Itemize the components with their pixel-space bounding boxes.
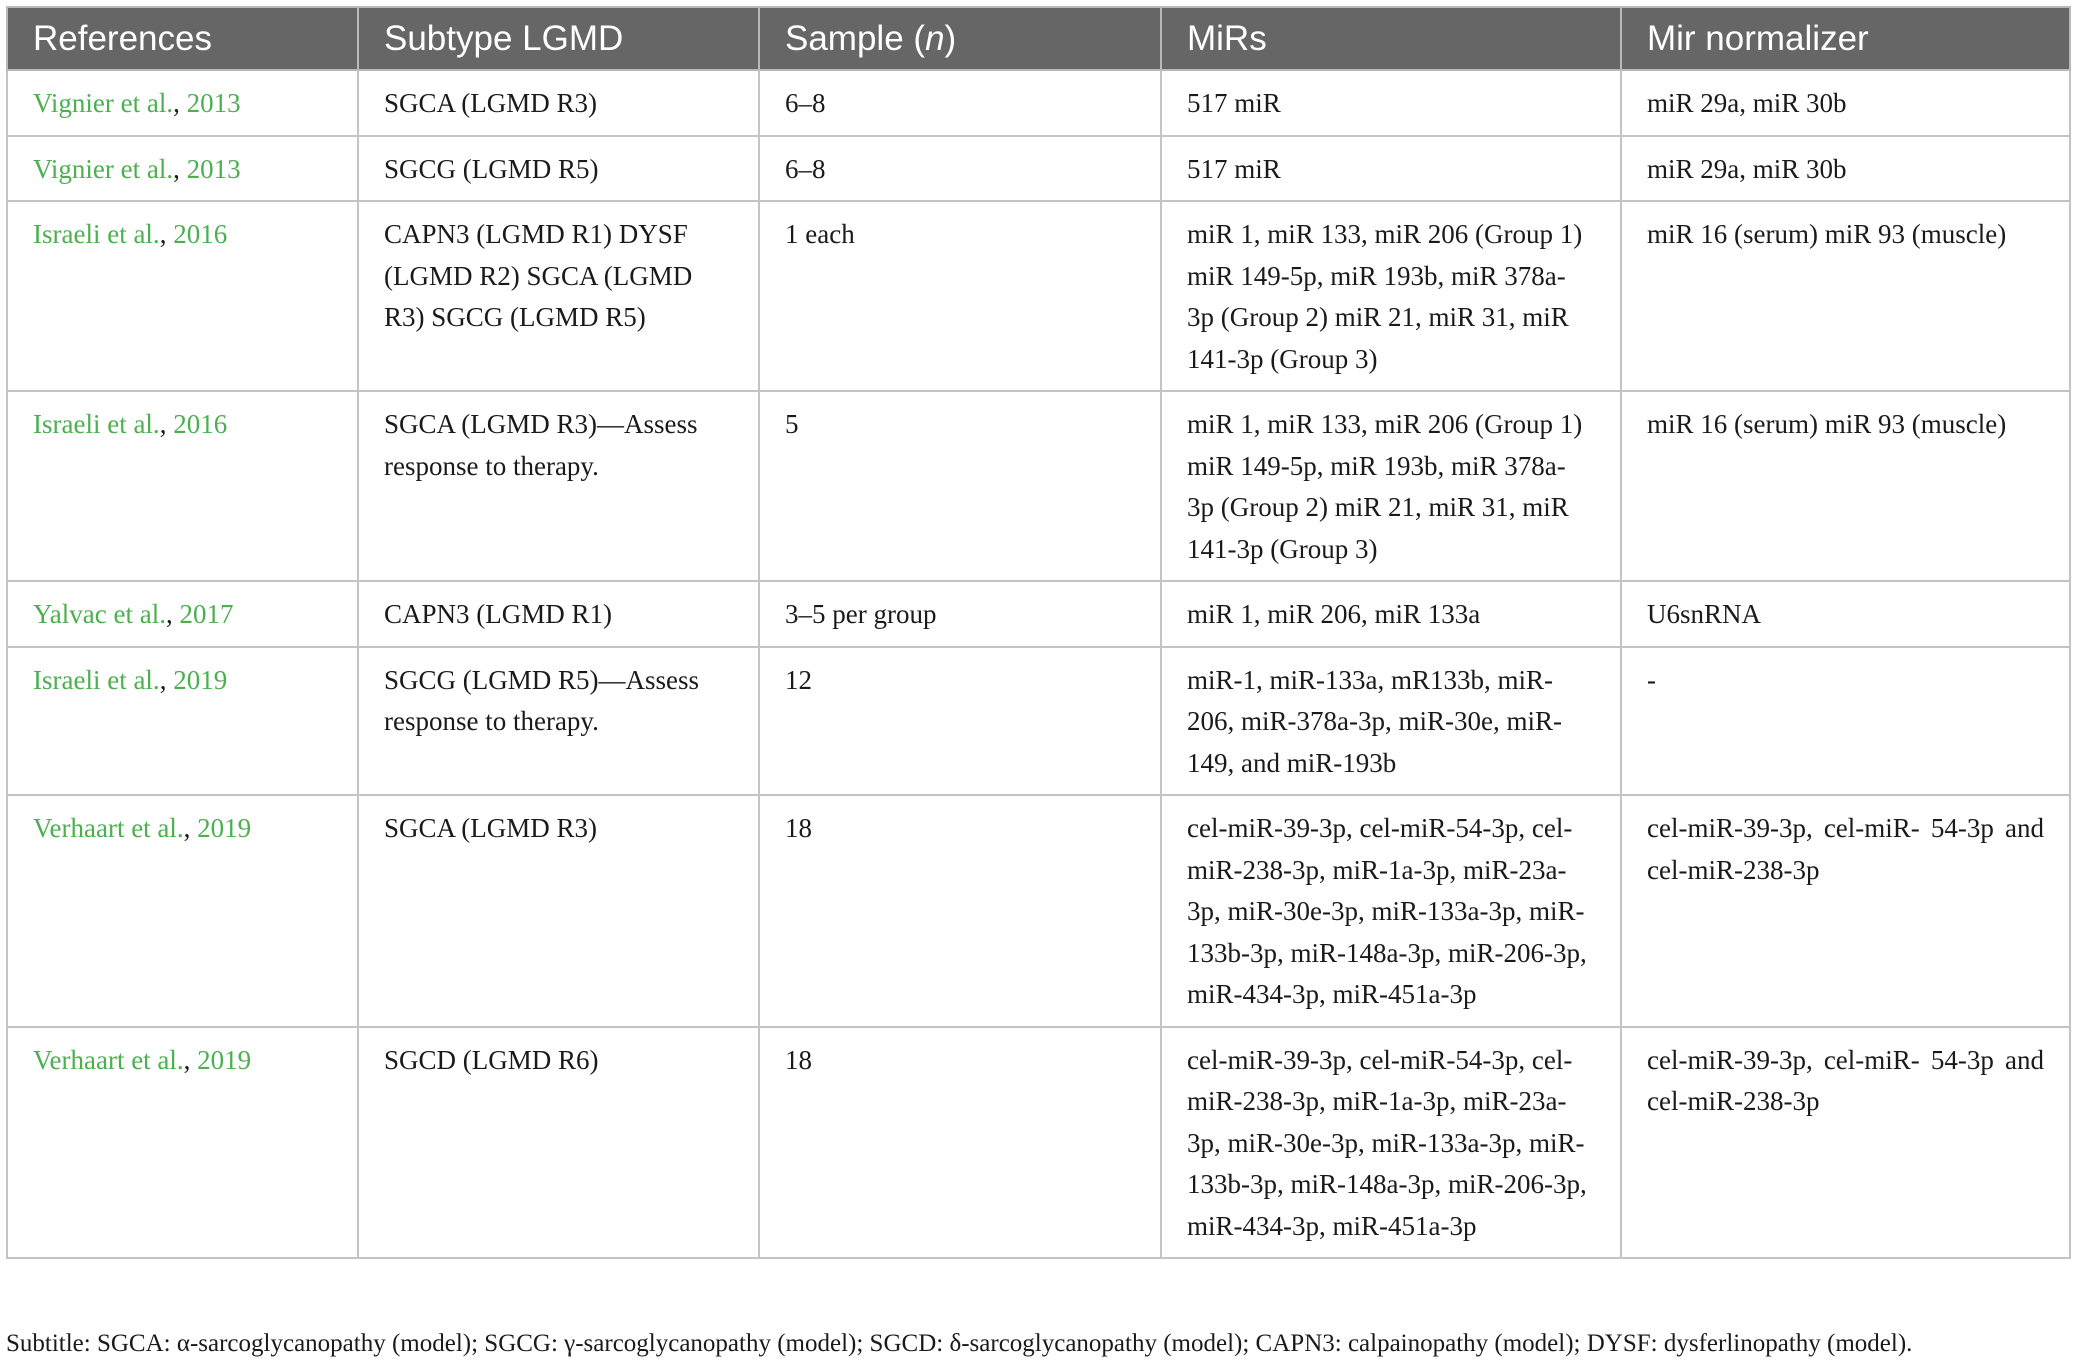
- cell-mirs: 517 miR: [1161, 70, 1621, 136]
- cell-mirs: miR 1, miR 133, miR 206 (Group 1) miR 149-5p, miR 193b, miR 378a- 3p (Group 2) miR 21, miR 31, miR 141-3p (Group 3): [1161, 201, 1621, 391]
- cell-mirs: miR 1, miR 133, miR 206 (Group 1) miR 149-5p, miR 193b, miR 378a- 3p (Group 2) miR 21, miR 31, miR 141-3p (Group 3): [1161, 391, 1621, 581]
- reference-year-link[interactable]: 2019: [197, 813, 252, 843]
- reference-year-link[interactable]: 2013: [186, 153, 241, 184]
- cell-reference: [7, 647, 358, 796]
- cell-subtype: SGCA (LGMD R3)—Assess response to therapy.: [358, 391, 759, 581]
- cell-subtype: SGCG (LGMD R5): [358, 136, 759, 202]
- reference-separator: ,: [159, 219, 174, 249]
- cell-mirs: 517 miR: [1161, 136, 1621, 202]
- cell-normalizer: miR 16 (serum) miR 93 (muscle): [1621, 201, 2070, 391]
- header-sample: [759, 7, 1161, 70]
- reference-separator: ,: [173, 88, 187, 118]
- cell-normalizer: miR 29a, miR 30b: [1621, 70, 2070, 136]
- cell-normalizer: miR 29a, miR 30b: [1621, 136, 2070, 202]
- mirna-table: [6, 6, 2071, 1259]
- reference-link[interactable]: Yalvac et al.: [33, 599, 166, 629]
- reference-separator: ,: [159, 664, 174, 695]
- reference-link[interactable]: Israeli et al.: [33, 219, 160, 249]
- cell-sample: 6–8: [759, 136, 1161, 202]
- cell-normalizer: U6snRNA: [1621, 581, 2070, 647]
- header-row: [7, 7, 2070, 70]
- reference-separator: ,: [165, 599, 180, 629]
- cell-sample: 18: [759, 1027, 1161, 1259]
- reference-year-link[interactable]: 2019: [197, 1044, 252, 1075]
- header-normalizer: Mir normalizer: [1621, 7, 2070, 70]
- cell-normalizer: cel-miR-39-3p, cel-miR- 54-3p and cel-miR-238-3p: [1621, 795, 2070, 1027]
- reference-link[interactable]: Vignier et al.: [33, 153, 174, 184]
- header-sample-suffix: ): [944, 18, 957, 58]
- reference-link[interactable]: Verhaart et al.: [33, 813, 184, 843]
- reference-separator: ,: [183, 1044, 198, 1075]
- reference-link[interactable]: Israeli et al.: [33, 664, 160, 695]
- header-sample-prefix: Sample (: [785, 18, 926, 58]
- cell-normalizer: cel-miR-39-3p, cel-miR- 54-3p and cel-miR-238-3p: [1621, 1027, 2070, 1259]
- cell-mirs: cel-miR-39-3p, cel-miR-54-3p, cel-miR-238-3p, miR-1a-3p, miR-23a-3p, miR-30e-3p, miR-133a-3p, miR-133b-3p, miR-148a-3p, miR-206-3p, miR-434-3p, miR-451a-3p: [1161, 1027, 1621, 1259]
- header-sample-var: n: [925, 18, 945, 58]
- table-row: [7, 1027, 2070, 1259]
- table-body: [7, 70, 2070, 1258]
- table-row: [7, 647, 2070, 796]
- cell-sample: 6–8: [759, 70, 1161, 136]
- cell-subtype: SGCD (LGMD R6): [358, 1027, 759, 1259]
- header-subtype: Subtype LGMD: [358, 7, 759, 70]
- table-row: [7, 391, 2070, 581]
- reference-year-link[interactable]: 2017: [179, 599, 234, 629]
- cell-sample: 1 each: [759, 201, 1161, 391]
- cell-subtype: CAPN3 (LGMD R1): [358, 581, 759, 647]
- cell-sample: 5: [759, 391, 1161, 581]
- cell-sample: 12: [759, 647, 1161, 796]
- cell-mirs: miR-1, miR-133a, mR133b, miR-206, miR-378a-3p, miR-30e, miR-149, and miR-193b: [1161, 647, 1621, 796]
- reference-year-link[interactable]: 2016: [173, 409, 228, 439]
- cell-subtype: SGCA (LGMD R3): [358, 795, 759, 1027]
- reference-separator: ,: [173, 153, 187, 184]
- header-mirs: MiRs: [1161, 7, 1621, 70]
- reference-link[interactable]: Vignier et al.: [33, 88, 174, 118]
- cell-subtype: SGCA (LGMD R3): [358, 70, 759, 136]
- header-references: References: [7, 7, 358, 70]
- table-row: [7, 581, 2070, 647]
- cell-reference: [7, 391, 358, 581]
- cell-subtype: SGCG (LGMD R5)—Assess response to therapy.: [358, 647, 759, 796]
- cell-reference: [7, 136, 358, 202]
- cell-mirs: cel-miR-39-3p, cel-miR-54-3p, cel-miR-238-3p, miR-1a-3p, miR-23a-3p, miR-30e-3p, miR-133a-3p, miR-133b-3p, miR-148a-3p, miR-206-3p, miR-434-3p, miR-451a-3p: [1161, 795, 1621, 1027]
- cell-reference: [7, 201, 358, 391]
- table-row: [7, 795, 2070, 1027]
- cell-reference: [7, 795, 358, 1027]
- reference-link[interactable]: Verhaart et al.: [33, 1044, 184, 1075]
- cell-sample: 18: [759, 795, 1161, 1027]
- cell-sample: 3–5 per group: [759, 581, 1161, 647]
- table-container: [6, 6, 2069, 1259]
- reference-separator: ,: [159, 409, 174, 439]
- cell-reference: [7, 70, 358, 136]
- cell-reference: [7, 1027, 358, 1259]
- table-row: [7, 136, 2070, 202]
- table-header: [7, 7, 2070, 70]
- table-subtitle: Subtitle: SGCA: α-sarcoglycanopathy (model); SGCG: γ-sarcoglycanopathy (model); SGCD: δ-sarcoglycanopathy (model); CAPN3: calpainopathy (model); DYSF: dysferlinopathy (model).: [6, 1330, 1913, 1357]
- reference-year-link[interactable]: 2013: [186, 88, 241, 118]
- table-row: [7, 201, 2070, 391]
- reference-separator: ,: [183, 813, 198, 843]
- reference-year-link[interactable]: 2016: [173, 219, 228, 249]
- reference-link[interactable]: Israeli et al.: [33, 409, 160, 439]
- table-row: [7, 70, 2070, 136]
- reference-year-link[interactable]: 2019: [173, 664, 228, 695]
- cell-reference: [7, 581, 358, 647]
- cell-mirs: miR 1, miR 206, miR 133a: [1161, 581, 1621, 647]
- cell-subtype: CAPN3 (LGMD R1) DYSF (LGMD R2) SGCA (LGMD R3) SGCG (LGMD R5): [358, 201, 759, 391]
- cell-normalizer: -: [1621, 647, 2070, 796]
- cell-normalizer: miR 16 (serum) miR 93 (muscle): [1621, 391, 2070, 581]
